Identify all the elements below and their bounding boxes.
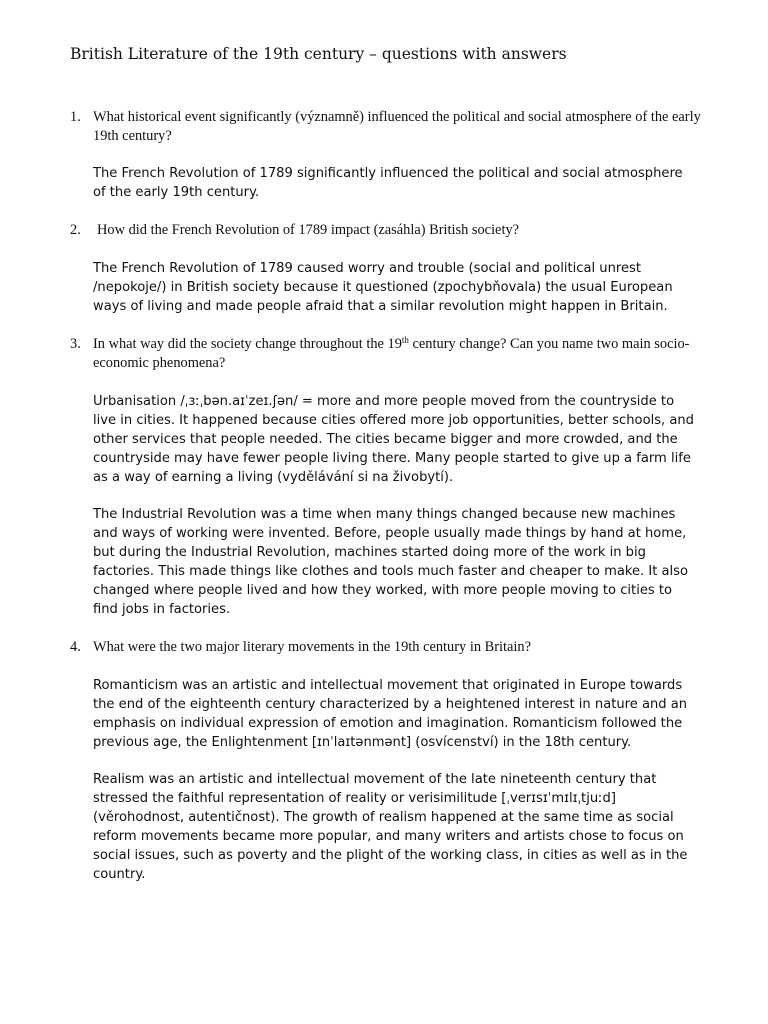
question-text-part: century change? Can you name two main socio-economic phenomena? bbox=[93, 336, 690, 371]
question-2 bbox=[70, 221, 710, 240]
answer-line: other services that people needed. The cities became bigger and more crowded, and the bbox=[93, 432, 678, 447]
answer-line: previous age, the Enlightenment [ɪnˈlaɪtənmənt] (osvícenství) in the 18th century. bbox=[93, 735, 632, 750]
question-number: 3. bbox=[70, 336, 81, 352]
answer-line: social issues, such as poverty and the plight of the working class, in cities as well as in the bbox=[93, 848, 688, 863]
question-4 bbox=[70, 638, 710, 657]
question-number: 1. bbox=[70, 109, 81, 125]
question-1 bbox=[70, 108, 710, 146]
question-text: What historical event significantly (významně) influenced the political and social atmosphere of the early 19th century? bbox=[93, 109, 701, 144]
answer-line: find jobs in factories. bbox=[93, 602, 231, 617]
superscript: th bbox=[401, 335, 409, 345]
answer-line: as a way of earning a living (vydělávání si na živobytí). bbox=[93, 470, 454, 485]
answer-line: country. bbox=[93, 867, 146, 882]
answer-line: reform movements became more popular, and many writers and artists chose to focus on bbox=[93, 829, 684, 844]
question-text: How did the French Revolution of 1789 impact (zasáhla) British society? bbox=[97, 222, 520, 238]
answer-2 bbox=[93, 259, 725, 316]
answer-4-realism bbox=[93, 770, 725, 884]
question-text: What were the two major literary movements in the 19th century in Britain? bbox=[93, 639, 531, 655]
answer-line: stressed the faithful representation of reality or verisimilitude [ˌverɪsɪˈmɪlɪˌtjuːd] bbox=[93, 791, 616, 806]
answer-line: the end of the eighteenth century characterized by a heightened interest in nature and an bbox=[93, 697, 688, 712]
answer-line: (věrohodnost, autentičnost). The growth of realism happened at the same time as social bbox=[93, 810, 674, 825]
answer-line: of the early 19th century. bbox=[93, 185, 260, 200]
question-3 bbox=[70, 335, 710, 373]
question-number: 4. bbox=[70, 639, 81, 655]
answer-line: factories. This made things like clothes and tools much faster and cheaper to make. It also bbox=[93, 564, 689, 579]
answer-line: Romanticism was an artistic and intellectual movement that originated in Europe towards bbox=[93, 678, 683, 693]
answer-line: The French Revolution of 1789 significantly influenced the political and social atmosphere bbox=[93, 166, 683, 181]
answer-4-romanticism bbox=[93, 676, 725, 752]
answer-3-urbanisation bbox=[93, 392, 725, 487]
answer-1 bbox=[93, 164, 725, 202]
question-text bbox=[93, 335, 710, 373]
answer-line: /nepokoje/) in British society because it questioned (zpochybňovala) the usual European bbox=[93, 280, 673, 295]
question-number: 2. bbox=[70, 222, 81, 238]
answer-line: and ways of working were invented. Before, people usually made things by hand at home, bbox=[93, 526, 687, 541]
answer-line: emphasis on individual expression of emotion and imagination. Romanticism followed the bbox=[93, 716, 683, 731]
question-text-part: In what way did the society change throughout the 19 bbox=[93, 336, 402, 352]
answer-3-industrial-revolution bbox=[93, 505, 725, 619]
answer-line: Realism was an artistic and intellectual movement of the late nineteenth century that bbox=[93, 772, 657, 787]
answer-line: but during the Industrial Revolution, machines started doing more of the work in big bbox=[93, 545, 646, 560]
answer-line: countryside may have fewer people living there. Many people started to give up a farm life bbox=[93, 451, 691, 466]
answer-line: ways of living and made people afraid that a similar revolution might happen in Britain. bbox=[93, 299, 668, 314]
answer-line: changed where people lived and how they worked, with more people moving to cities to bbox=[93, 583, 673, 598]
answer-line: live in cities. It happened because cities offered more job opportunities, better schools, and bbox=[93, 413, 694, 428]
document-title: British Literature of the 19th century – questions with answers bbox=[70, 45, 567, 63]
answer-line: The French Revolution of 1789 caused worry and trouble (social and political unrest bbox=[93, 261, 642, 276]
answer-line: The Industrial Revolution was a time when many things changed because new machines bbox=[93, 507, 676, 522]
answer-line: Urbanisation /ˌɜːˌbən.aɪˈzeɪ.ʃən/ = more and more people moved from the countryside to bbox=[93, 394, 675, 409]
